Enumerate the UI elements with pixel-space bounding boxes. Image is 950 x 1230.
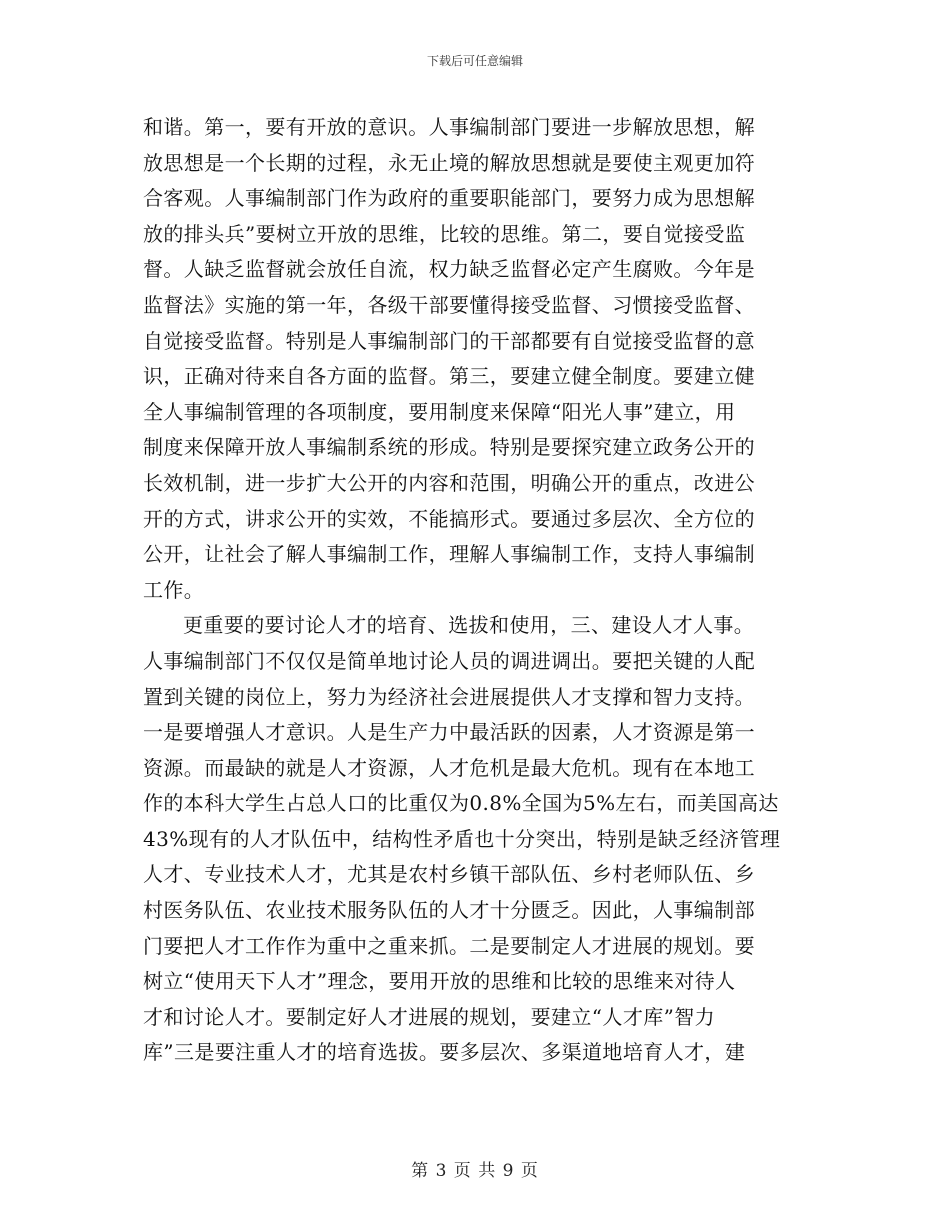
text-line: 作的本科大学生占总人口的比重仅为0.8%全国为5%左右，而美国高达 xyxy=(143,791,779,816)
page-footer: 第 3 页 共 9 页 xyxy=(411,1161,539,1181)
text-line: 一是要增强人才意识。人是生产力中最活跃的因素，人才资源是第一 xyxy=(143,720,755,745)
body-text xyxy=(143,110,803,1071)
page-header: 下载后可任意编辑 xyxy=(426,54,523,68)
text-line: 放的排头兵”要树立开放的思维，比较的思维。第二，要自觉接受监 xyxy=(143,221,746,246)
text-line: 合客观。人事编制部门作为政府的重要职能部门，要努力成为思想解 xyxy=(143,186,755,211)
text-line: 更重要的要讨论人才的培育、选拔和使用，三、建设人才人事。 xyxy=(183,613,755,638)
text-line: 和谐。第一，要有开放的意识。人事编制部门要进一步解放思想，解 xyxy=(143,115,755,139)
text-line: 库”三是要注重人才的培育选拔。要多层次、多渠道地培育人才，建 xyxy=(143,1040,746,1065)
text-line: 识，正确对待来自各方面的监督。第三，要建立健全制度。要建立健 xyxy=(143,364,755,389)
text-line: 人才、专业技术人才，尤其是农村乡镇干部队伍、乡村老师队伍、乡 xyxy=(143,862,755,887)
text-line: 监督法》实施的第一年，各级干部要懂得接受监督、习惯接受监督、 xyxy=(143,292,755,317)
paragraph-2 xyxy=(143,608,803,1071)
text-line: 全人事编制管理的各项制度，要用制度来保障“阳光人事”建立，用 xyxy=(143,399,736,424)
text-line: 树立“使用天下人才”理念，要用开放的思维和比较的思维来对待人 xyxy=(143,969,736,994)
text-line: 资源。而最缺的就是人才资源，人才危机是最大危机。现有在本地工 xyxy=(143,755,755,780)
text-line: 门要把人才工作作为重中之重来抓。二是要制定人才进展的规划。要 xyxy=(143,933,755,958)
text-line: 工作。 xyxy=(143,577,205,602)
text-line: 督。人缺乏监督就会放任自流，权力缺乏监督必定产生腐败。今年是 xyxy=(143,257,755,282)
text-line: 开的方式，讲求公开的实效，不能搞形式。要通过多层次、全方位的 xyxy=(143,506,755,531)
text-line: 村医务队伍、农业技术服务队伍的人才十分匮乏。因此，人事编制部 xyxy=(143,898,755,923)
text-line: 置到关键的岗位上，努力为经济社会进展提供人才支撑和智力支持。 xyxy=(143,684,755,709)
text-line: 自觉接受监督。特别是人事编制部门的干部都要有自觉接受监督的意 xyxy=(143,328,755,353)
text-line: 人事编制部门不仅仅是简单地讨论人员的调进调出。要把关键的人配 xyxy=(143,648,755,673)
text-line: 才和讨论人才。要制定好人才进展的规划，要建立“人才库”智力 xyxy=(143,1004,716,1029)
paragraph-1 xyxy=(143,110,803,608)
text-line: 长效机制，进一步扩大公开的内容和范围，明确公开的重点，改进公 xyxy=(143,470,755,495)
text-line: 制度来保障开放人事编制系统的形成。特别是要探究建立政务公开的 xyxy=(143,435,755,460)
text-line: 公开，让社会了解人事编制工作，理解人事编制工作，支持人事编制 xyxy=(143,542,755,567)
text-line: 43%现有的人才队伍中，结构性矛盾也十分突出，特别是缺乏经济管理 xyxy=(143,826,781,851)
text-line: 放思想是一个长期的过程，永无止境的解放思想就是要使主观更加符 xyxy=(143,150,755,175)
